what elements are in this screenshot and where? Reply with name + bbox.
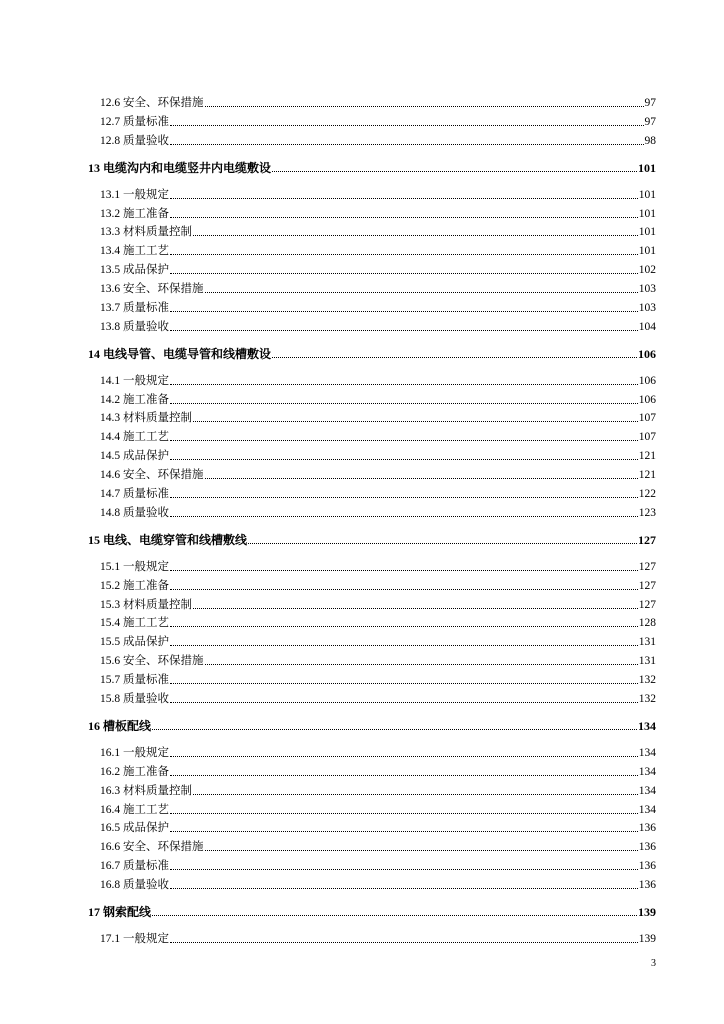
toc-entry-page: 123	[638, 507, 656, 519]
dot-leader	[170, 515, 638, 517]
toc-section-entry[interactable]	[100, 95, 656, 111]
toc-entry-page: 131	[638, 655, 656, 667]
toc-entry-title: 15.3 材料质量控制	[100, 599, 192, 611]
toc-entry-page: 134	[638, 804, 656, 816]
toc-entry-page: 136	[638, 879, 656, 891]
toc-entry-title: 13.5 成品保护	[100, 264, 169, 276]
toc-chapter-entry[interactable]	[88, 160, 656, 176]
dot-leader	[170, 402, 638, 404]
toc-entry-page: 134	[638, 719, 656, 733]
dot-leader	[152, 728, 637, 730]
toc-section-entry[interactable]	[100, 505, 656, 521]
dot-leader	[205, 291, 638, 293]
dot-leader	[170, 439, 638, 441]
toc-entry-page: 128	[638, 617, 656, 629]
dot-leader	[170, 310, 638, 312]
toc-section-entry[interactable]	[100, 691, 656, 707]
toc-entry-title: 14.4 施工工艺	[100, 431, 169, 443]
toc-section-entry[interactable]	[100, 559, 656, 575]
toc-section-entry[interactable]	[100, 300, 656, 316]
toc-section-entry[interactable]	[100, 858, 656, 874]
toc-section-entry[interactable]	[100, 467, 656, 483]
toc-entry-title: 14.3 材料质量控制	[100, 412, 192, 424]
toc-entry-page: 139	[638, 933, 656, 945]
toc-section-entry[interactable]	[100, 206, 656, 222]
toc-entry-page: 102	[638, 264, 656, 276]
dot-leader	[170, 496, 638, 498]
toc-entry-page: 97	[644, 116, 656, 128]
dot-leader	[170, 701, 638, 703]
dot-leader	[170, 124, 644, 126]
toc-entry-title: 13.1 一般规定	[100, 189, 169, 201]
toc-entry-page: 101	[638, 189, 656, 201]
toc-entry-title: 13.7 质量标准	[100, 302, 169, 314]
dot-leader	[170, 941, 638, 943]
toc-entry-page: 101	[638, 161, 656, 175]
dot-leader	[170, 253, 638, 255]
dot-leader	[170, 868, 638, 870]
toc-entry-page: 101	[638, 208, 656, 220]
toc-section-entry[interactable]	[100, 672, 656, 688]
toc-entry-page: 134	[638, 785, 656, 797]
toc-section-entry[interactable]	[100, 281, 656, 297]
page-number: 3	[651, 958, 656, 969]
dot-leader	[170, 644, 638, 646]
toc-entry-title: 16 槽板配线	[88, 719, 152, 733]
dot-leader	[170, 272, 638, 274]
toc-entry-title: 15.1 一般规定	[100, 561, 169, 573]
toc-entry-page: 127	[638, 599, 656, 611]
toc-section-entry[interactable]	[100, 839, 656, 855]
toc-entry-title: 12.6 安全、环保措施	[100, 97, 204, 109]
dot-leader	[205, 105, 644, 107]
toc-entry-page: 103	[638, 302, 656, 314]
toc-entry-title: 16.3 材料质量控制	[100, 785, 192, 797]
toc-entry-page: 132	[638, 674, 656, 686]
toc-section-entry[interactable]	[100, 114, 656, 130]
toc-entry-page: 98	[644, 135, 656, 147]
dot-leader	[170, 588, 638, 590]
dot-leader	[193, 420, 638, 422]
toc-section-entry[interactable]	[100, 133, 656, 149]
toc-section-entry[interactable]	[100, 392, 656, 408]
toc-section-entry[interactable]	[100, 615, 656, 631]
toc-entry-page: 106	[638, 394, 656, 406]
dot-leader	[170, 887, 638, 889]
toc-entry-page: 122	[638, 488, 656, 500]
toc-entry-title: 14.1 一般规定	[100, 375, 169, 387]
toc-entry-page: 136	[638, 841, 656, 853]
toc-entry-title: 13.2 施工准备	[100, 208, 169, 220]
dot-leader	[152, 914, 637, 916]
toc-entry-title: 16.6 安全、环保措施	[100, 841, 204, 853]
toc-section-entry[interactable]	[100, 745, 656, 761]
toc-section-entry[interactable]	[100, 429, 656, 445]
toc-entry-page: 134	[638, 747, 656, 759]
toc-chapter-entry[interactable]	[88, 532, 656, 548]
toc-entry-page: 127	[638, 533, 656, 547]
dot-leader	[193, 234, 638, 236]
toc-entry-page: 103	[638, 283, 656, 295]
toc-entry-title: 16.4 施工工艺	[100, 804, 169, 816]
toc-entry-title: 16.8 质量验收	[100, 879, 169, 891]
toc-entry-title: 16.5 成品保护	[100, 822, 169, 834]
toc-entry-page: 101	[638, 226, 656, 238]
toc-entry-title: 14.2 施工准备	[100, 394, 169, 406]
dot-leader	[170, 830, 638, 832]
toc-entry-title: 15 电线、电缆穿管和线槽敷线	[88, 533, 248, 547]
toc-entry-title: 15.7 质量标准	[100, 674, 169, 686]
dot-leader	[170, 755, 638, 757]
toc-entry-page: 136	[638, 822, 656, 834]
toc-entry-title: 14.7 质量标准	[100, 488, 169, 500]
toc-entry-page: 106	[638, 347, 656, 361]
toc-entry-title: 12.7 质量标准	[100, 116, 169, 128]
toc-entry-title: 14.8 质量验收	[100, 507, 169, 519]
dot-leader	[205, 477, 638, 479]
dot-leader	[170, 812, 638, 814]
dot-leader	[170, 682, 638, 684]
toc-entry-page: 134	[638, 766, 656, 778]
toc-entry-title: 15.6 安全、环保措施	[100, 655, 204, 667]
toc-section-entry[interactable]	[100, 410, 656, 426]
dot-leader	[272, 356, 637, 358]
dot-leader	[170, 197, 638, 199]
toc-section-entry[interactable]	[100, 578, 656, 594]
toc-entry-page: 107	[638, 412, 656, 424]
dot-leader	[170, 383, 638, 385]
toc-entry-title: 17 钢索配线	[88, 905, 152, 919]
toc-entry-title: 13.8 质量验收	[100, 321, 169, 333]
toc-section-entry[interactable]	[100, 783, 656, 799]
toc-entry-page: 97	[644, 97, 656, 109]
toc-section-entry[interactable]	[100, 931, 656, 947]
toc-entry-title: 17.1 一般规定	[100, 933, 169, 945]
toc-section-entry[interactable]	[100, 224, 656, 240]
dot-leader	[170, 329, 638, 331]
toc-section-entry[interactable]	[100, 597, 656, 613]
toc-section-entry[interactable]	[100, 877, 656, 893]
dot-leader	[205, 849, 638, 851]
dot-leader	[170, 625, 638, 627]
toc-entry-page: 136	[638, 860, 656, 872]
toc-entry-title: 15.5 成品保护	[100, 636, 169, 648]
toc-entry-title: 13.3 材料质量控制	[100, 226, 192, 238]
toc-entry-page: 107	[638, 431, 656, 443]
dot-leader	[205, 663, 638, 665]
toc-entry-title: 15.8 质量验收	[100, 693, 169, 705]
toc-section-entry[interactable]	[100, 653, 656, 669]
toc-entry-title: 16.2 施工准备	[100, 766, 169, 778]
toc-entry-title: 16.1 一般规定	[100, 747, 169, 759]
toc-section-entry[interactable]	[100, 820, 656, 836]
toc-section-entry[interactable]	[100, 243, 656, 259]
toc-section-entry[interactable]	[100, 486, 656, 502]
dot-leader	[170, 143, 644, 145]
toc-entry-page: 101	[638, 245, 656, 257]
toc-entry-title: 15.4 施工工艺	[100, 617, 169, 629]
toc-entry-title: 14.6 安全、环保措施	[100, 469, 204, 481]
dot-leader	[272, 170, 637, 172]
dot-leader	[170, 216, 638, 218]
toc-entry-page: 121	[638, 450, 656, 462]
toc-section-entry[interactable]	[100, 262, 656, 278]
toc-entry-page: 106	[638, 375, 656, 387]
toc-entry-title: 12.8 质量验收	[100, 135, 169, 147]
toc-entry-title: 15.2 施工准备	[100, 580, 169, 592]
toc-entry-title: 16.7 质量标准	[100, 860, 169, 872]
toc-section-entry[interactable]	[100, 187, 656, 203]
toc-entry-page: 139	[638, 905, 656, 919]
toc-section-entry[interactable]	[100, 373, 656, 389]
dot-leader	[170, 458, 638, 460]
toc-chapter-entry[interactable]	[88, 718, 656, 734]
toc-entry-page: 121	[638, 469, 656, 481]
toc-section-entry[interactable]	[100, 448, 656, 464]
toc-section-entry[interactable]	[100, 319, 656, 335]
toc-chapter-entry[interactable]	[88, 904, 656, 920]
toc-entry-page: 132	[638, 693, 656, 705]
toc-section-entry[interactable]	[100, 764, 656, 780]
dot-leader	[170, 569, 638, 571]
toc-entry-title: 13 电缆沟内和电缆竖井内电缆敷设	[88, 161, 272, 175]
dot-leader	[170, 774, 638, 776]
dot-leader	[193, 793, 638, 795]
toc-entry-title: 14 电线导管、电缆导管和线槽敷设	[88, 347, 272, 361]
dot-leader	[193, 607, 638, 609]
toc-chapter-entry[interactable]	[88, 346, 656, 362]
toc-entry-title: 13.4 施工工艺	[100, 245, 169, 257]
toc-entry-page: 127	[638, 561, 656, 573]
toc-entry-page: 131	[638, 636, 656, 648]
dot-leader	[248, 542, 637, 544]
toc-section-entry[interactable]	[100, 802, 656, 818]
toc-entry-title: 13.6 安全、环保措施	[100, 283, 204, 295]
toc-section-entry[interactable]	[100, 634, 656, 650]
toc-entry-page: 104	[638, 321, 656, 333]
toc-entry-page: 127	[638, 580, 656, 592]
toc-entry-title: 14.5 成品保护	[100, 450, 169, 462]
